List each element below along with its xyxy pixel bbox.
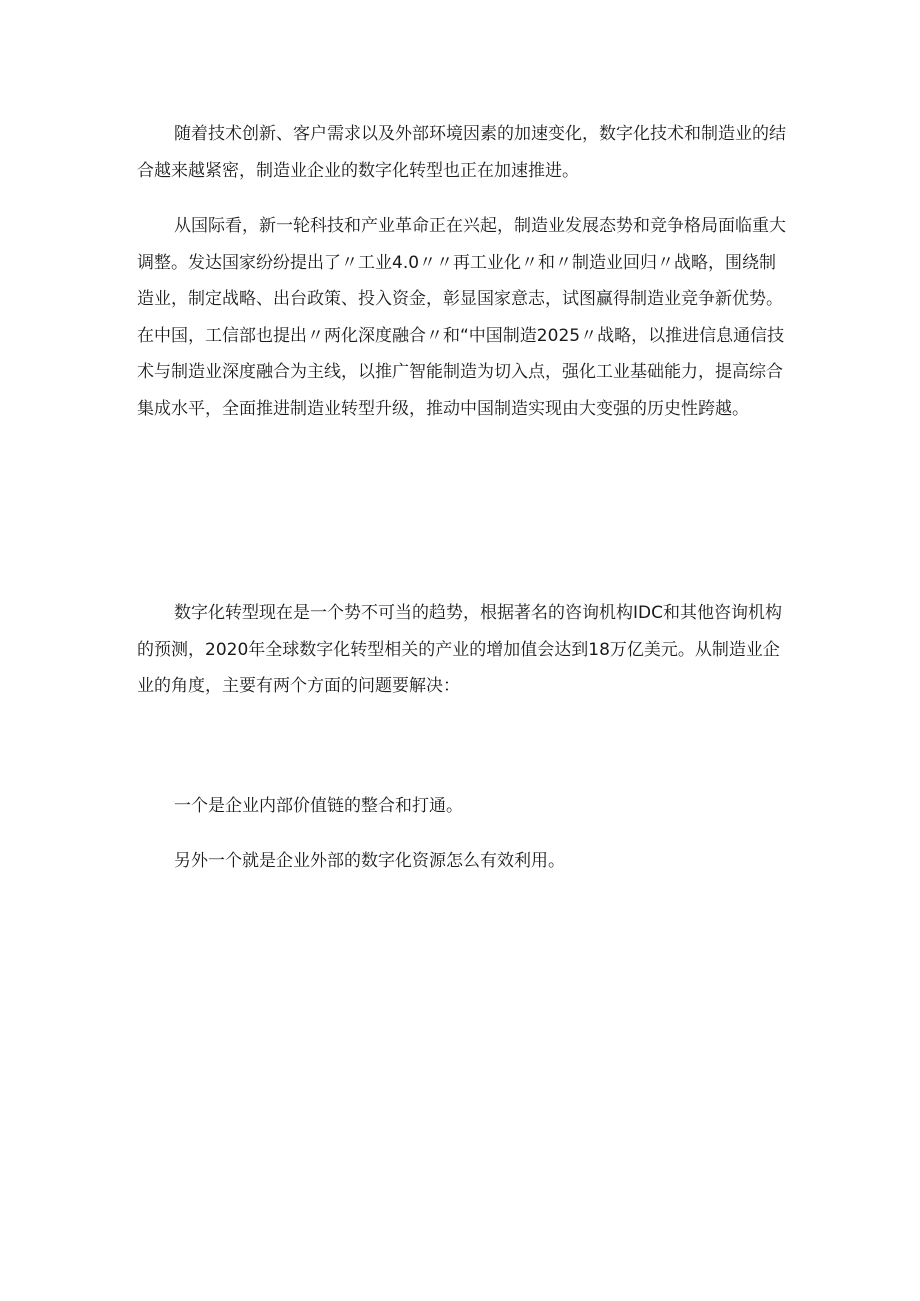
- paragraph-external-resources: 另外一个就是企业外部的数字化资源怎么有效利用。: [174, 851, 565, 871]
- paragraph-digital-transformation-intro: 随着技术创新、客户需求以及外部环境因素的加速变化，数字化技术和制造业的结合越来越紧密，制造业企业的数字化转型也正在加速推进。: [137, 124, 786, 181]
- paragraph-trend-forecast: 数字化转型现在是一个势不可当的趋势，根据著名的咨询机构IDC和其他咨询机构的预测，2020年全球数字化转型相关的产业的增加值会达到18万亿美元。从制造业企业的角度，主要有两个方面的问题要解决：: [137, 603, 782, 696]
- paragraph-internal-value-chain: 一个是企业内部价值链的整合和打通。: [174, 796, 463, 816]
- paragraph-international-context: 从国际看，新一轮科技和产业革命正在兴起，制造业发展态势和竞争格局面临重大调整。发达国家纷纷提出了〃工业4.0〃〃再工业化〃和〃制造业回归〃战略，围绕制造业，制定战略、出台政策、投入资金，彰显国家意志，试图赢得制造业竞争新优势。在中国，工信部也提出〃两化深度融合〃和“中国制造2025〃战略，以推进信息通信技术与制造业深度融合为主线，以推广智能制造为切入点，强化工业基础能力，提高综合集成水平，全面推进制造业转型升级，推动中国制造实现由大变强的历史性跨越。: [137, 216, 786, 419]
